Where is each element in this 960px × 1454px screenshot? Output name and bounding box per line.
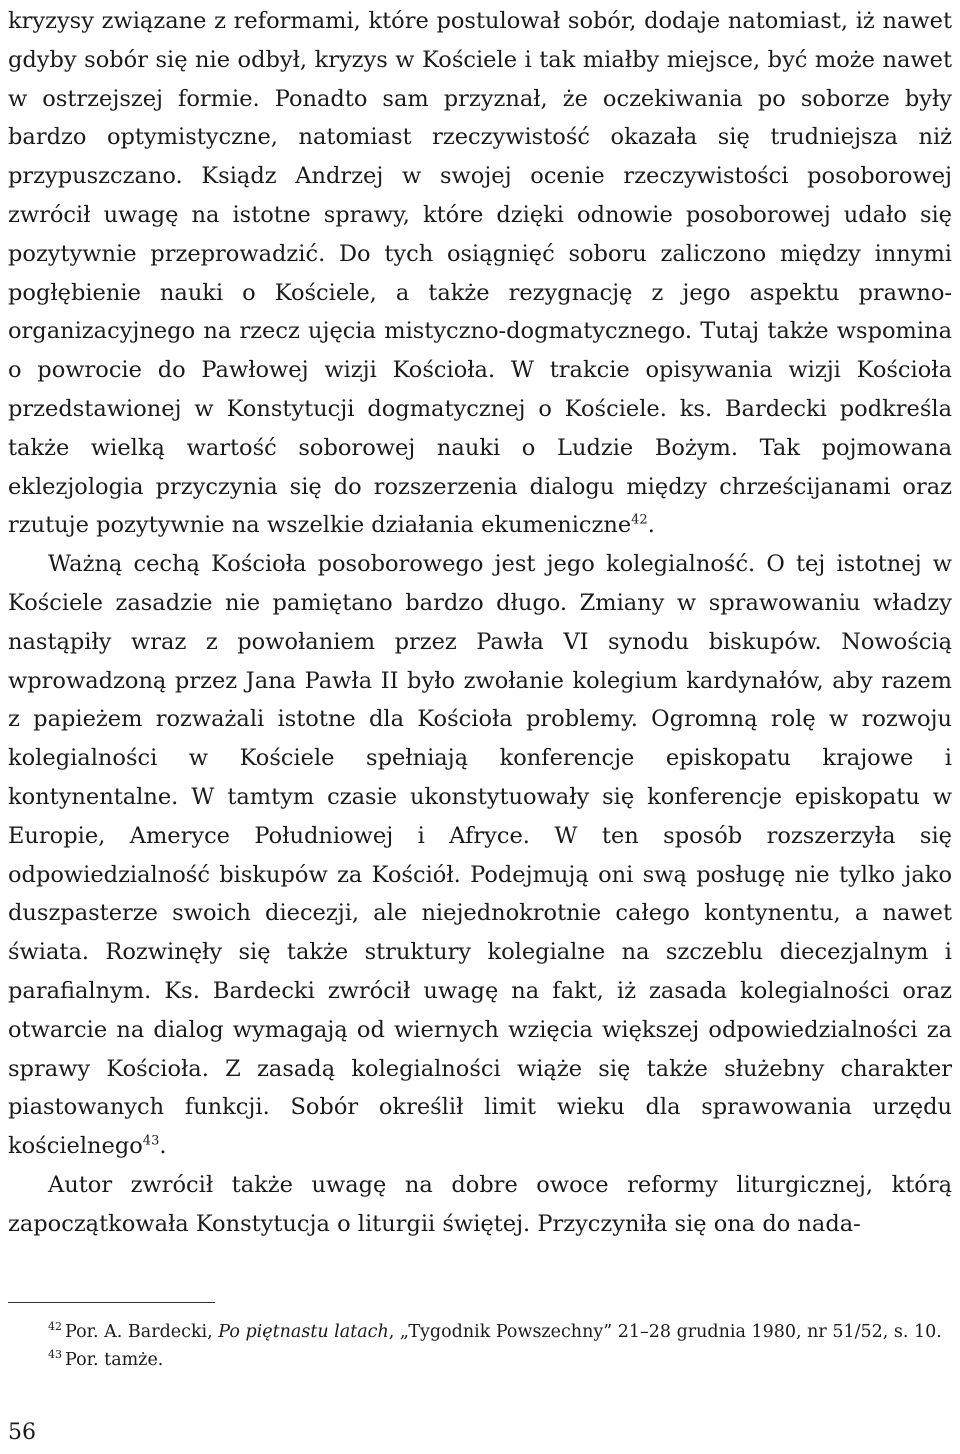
footnote-text: Por. A. Bardecki, — [65, 1322, 219, 1342]
main-text — [8, 2, 952, 1244]
footnote-number: 43 — [48, 1348, 62, 1362]
page-number: 56 — [8, 1420, 36, 1445]
paragraph-3-text: Autor zwrócił także uwagę na dobre owoce reformy liturgicznej, którą zapoczątkowała Konstytucja o liturgii świętej. Przyczyniła się ona do nada- — [8, 1171, 952, 1237]
footnote-ref-42[interactable]: 42 — [631, 512, 648, 528]
paragraph-2-end: . — [159, 1133, 167, 1160]
footnote-text: , „Tygodnik Powszechny” 21–28 grudnia 1980, nr 51/52, s. 10. — [388, 1322, 942, 1342]
paragraph-1-end: . — [647, 512, 655, 539]
footnote-43 — [48, 1346, 958, 1374]
paragraph-1 — [8, 2, 952, 545]
document-page — [8, 0, 952, 1454]
paragraph-2-text: Ważną cechą Kościoła posoborowego jest jego kolegialność. O tej istotnej w Kościele zasadzie nie pamiętano bardzo długo. Zmiany w sprawowaniu władzy nastąpiły wraz z powołaniem przez Pawła VI synodu biskupów. Nowością wprowadzoną przez Jana Pawła II było zwołanie kolegium kardynałów, aby razem z papieżem rozważali istotne dla Kościoła problemy. Ogromną rolę w rozwoju kolegialności w Kościele spełniają konferencje episkopatu krajowe i kontynentalne. W tamtym czasie ukonstytuowały się konferencje episkopatu w Europie, Ameryce Południowej i Afryce. W ten sposób rozszerzyła się odpowiedzialność biskupów za Kościół. Podejmują oni swą posługę nie tylko jako duszpasterze swoich diecezji, ale niejednokrotnie całego kontynentu, a nawet świata. Rozwinęły się także struktury kolegialne na szczeblu diecezjalnym i parafialnym. Ks. Bardecki zwrócił uwagę na fakt, iż zasada kolegialności oraz otwarcie na dialog wymagają od wiernych wzięcia większej odpowiedzialności za sprawy Kościoła. Z zasadą kolegialności wiąże się także służebny charakter piastowanych funkcji. Sobór określił limit wieku dla sprawowania urzędu kościelnego — [8, 551, 952, 1160]
footnote-divider — [8, 1302, 215, 1303]
footnote-ref-43[interactable]: 43 — [142, 1133, 160, 1149]
paragraph-2 — [8, 545, 952, 1166]
paragraph-3 — [8, 1166, 952, 1244]
footnote-title: Po piętnastu latach — [218, 1322, 389, 1342]
footnote-number: 42 — [48, 1320, 62, 1334]
footnote-42 — [48, 1318, 958, 1346]
footnote-text: Por. tamże. — [65, 1350, 164, 1370]
footnotes — [48, 1318, 958, 1374]
paragraph-1-text: kryzysy związane z reformami, które postulował sobór, dodaje natomiast, iż nawet gdyby sobór się nie odbył, kryzys w Kościele i tak miałby miejsce, być może nawet w ostrzejszej formie. Ponadto sam przyznał, że oczekiwania po soborze były bardzo optymistyczne, natomiast rzeczywistość okazała się trudniejsza niż przypuszczano. Ksiądz Andrzej w swojej ocenie rzeczywistości posoborowej zwrócił uwagę na istotne sprawy, które dzięki odnowie posoborowej udało się pozytywnie przeprowadzić. Do tych osiągnięć soboru zaliczono między innymi pogłębienie nauki o Kościele, a także rezygnację z jego aspektu prawno-organizacyjnego na rzecz ujęcia mistyczno-dogmatycznego. Tutaj także wspomina o powrocie do Pawłowej wizji Kościoła. W trakcie opisywania wizji Kościoła przedstawionej w Konstytucji dogmatycznej o Kościele. ks. Bardecki podkreśla także wielką wartość soborowej nauki o Ludzie Bożym. Tak pojmowana eklezjologia przyczynia się do rozszerzenia dialogu między chrześcijanami oraz rzutuje pozytywnie na wszelkie działania ekumeniczne — [8, 8, 952, 539]
